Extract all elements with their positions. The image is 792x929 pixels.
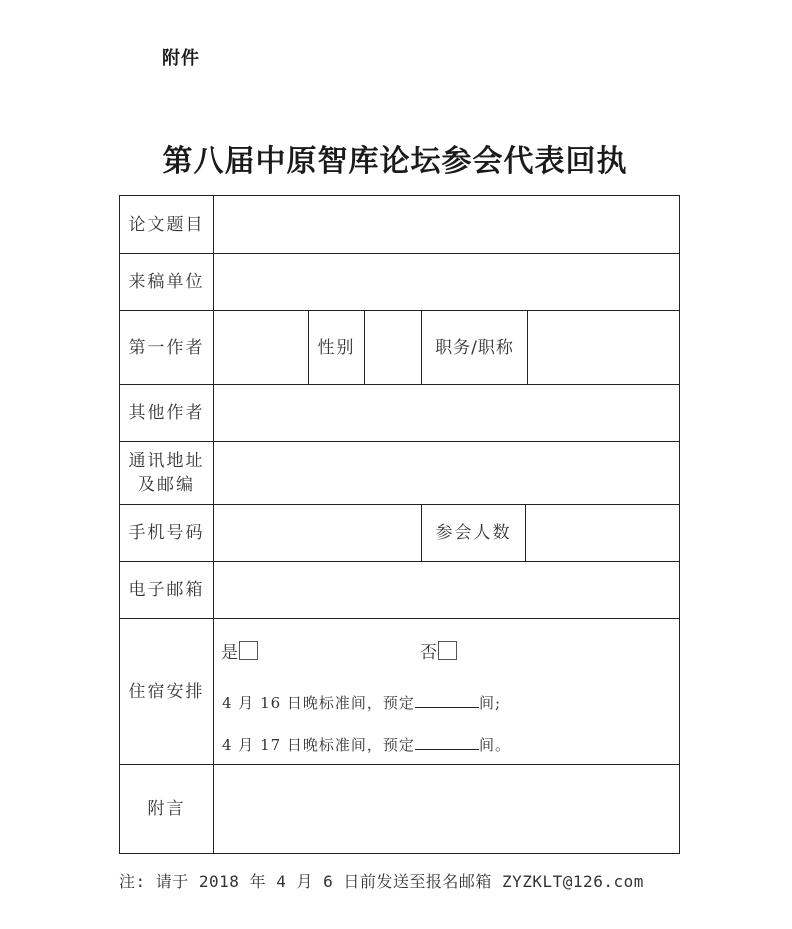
row-email <box>120 561 679 618</box>
row-remarks <box>120 764 679 853</box>
gender-label: 性别 <box>308 311 364 384</box>
email-label: 电子邮箱 <box>128 580 205 600</box>
address-label-line2: 及邮编 <box>138 475 195 495</box>
address-field[interactable] <box>213 442 679 504</box>
row-first-author <box>120 310 679 384</box>
address-label <box>120 442 213 504</box>
row-phone <box>120 504 679 561</box>
night1-line <box>222 692 501 713</box>
night2-prefix: 4 月 17 日晚标准间，预定 <box>222 736 415 754</box>
lodging-label: 住宿安排 <box>128 681 205 702</box>
lodging-no-option[interactable] <box>420 638 457 663</box>
row-paper-title <box>120 196 679 253</box>
gender-field[interactable] <box>364 311 421 384</box>
paper-title-field[interactable] <box>213 196 679 253</box>
lodging-yes-option[interactable] <box>221 638 258 663</box>
night2-rooms-field[interactable] <box>415 735 479 750</box>
lodging-yes-label: 是 <box>221 643 238 663</box>
attendees-label: 参会人数 <box>421 505 525 561</box>
paper-title-label: 论文题目 <box>128 214 205 235</box>
night2-suffix: 间。 <box>478 736 511 754</box>
lodging-no-checkbox[interactable] <box>438 641 457 660</box>
lodging-options <box>213 619 679 764</box>
position-field[interactable] <box>527 311 679 384</box>
position-label: 职务/职称 <box>421 311 527 384</box>
submitting-unit-label: 来稿单位 <box>128 272 205 292</box>
night1-rooms-field[interactable] <box>415 693 479 708</box>
submitting-unit-field[interactable] <box>213 254 679 310</box>
other-authors-label: 其他作者 <box>128 403 205 423</box>
row-submitting-unit <box>120 253 679 310</box>
remarks-label: 附言 <box>147 799 186 819</box>
first-author-label: 第一作者 <box>128 337 205 358</box>
other-authors-field[interactable] <box>213 385 679 441</box>
lodging-yes-checkbox[interactable] <box>239 641 258 660</box>
row-lodging <box>120 618 679 764</box>
first-author-field[interactable] <box>213 311 308 384</box>
row-address <box>120 441 679 504</box>
attachment-label: 附件 <box>162 48 200 69</box>
row-other-authors <box>120 384 679 441</box>
attendees-field[interactable] <box>525 505 679 561</box>
registration-form <box>119 195 680 854</box>
email-field[interactable] <box>213 562 679 618</box>
phone-field[interactable] <box>213 505 421 561</box>
night2-line <box>222 734 511 755</box>
night1-suffix: 间; <box>478 694 501 712</box>
remarks-field[interactable] <box>213 765 679 853</box>
night1-prefix: 4 月 16 日晚标准间，预定 <box>222 694 415 712</box>
address-label-line1: 通讯地址 <box>128 451 205 471</box>
footer-note: 注: 请于 2018 年 4 月 6 日前发送至报名邮箱 ZYZKLT@126.com <box>119 872 644 891</box>
lodging-no-label: 否 <box>420 643 437 663</box>
page-title: 第八届中原智库论坛参会代表回执 <box>162 144 628 179</box>
phone-label: 手机号码 <box>128 523 205 543</box>
